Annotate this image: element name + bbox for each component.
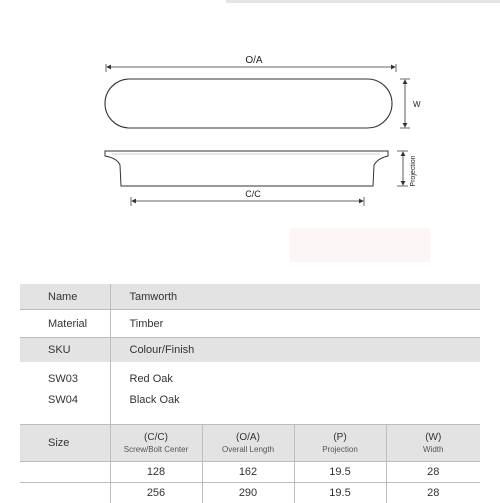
cell-w: 28 bbox=[386, 462, 480, 483]
sku-header-row bbox=[20, 338, 480, 363]
cell-p: 19.5 bbox=[294, 483, 386, 503]
column-desc: Screw/Bolt Center bbox=[111, 444, 202, 455]
oa-label: O/A bbox=[245, 55, 263, 66]
cell-cc: 256 bbox=[110, 483, 202, 503]
column-header-w bbox=[386, 425, 480, 462]
column-header-cc bbox=[110, 425, 202, 462]
product-spec-table bbox=[20, 284, 480, 503]
spacer-row bbox=[20, 410, 480, 425]
variant-sku: SW04 bbox=[20, 389, 110, 410]
finish-label: Colour/Finish bbox=[110, 338, 480, 363]
cell-cc: 128 bbox=[110, 462, 202, 483]
variant-sku: SW03 bbox=[20, 362, 110, 389]
column-header-p bbox=[294, 425, 386, 462]
name-row bbox=[20, 284, 480, 310]
size-label: Size bbox=[20, 425, 110, 462]
cell-p: 19.5 bbox=[294, 462, 386, 483]
column-desc: Width bbox=[387, 444, 481, 455]
column-abbr: (O/A) bbox=[203, 431, 294, 444]
column-desc: Overall Length bbox=[203, 444, 294, 455]
material-value: Timber bbox=[110, 310, 480, 338]
w-label: W bbox=[413, 100, 421, 109]
variant-finish: Red Oak bbox=[110, 362, 480, 389]
column-abbr: (C/C) bbox=[111, 431, 202, 444]
projection-label: Projection bbox=[410, 155, 417, 186]
cell-w: 28 bbox=[386, 483, 480, 503]
handle-top-view bbox=[105, 79, 392, 128]
column-desc: Projection bbox=[295, 444, 386, 455]
name-value: Tamworth bbox=[110, 284, 480, 310]
variant-row bbox=[20, 389, 480, 410]
table-row bbox=[20, 462, 480, 483]
material-label: Material bbox=[20, 310, 110, 338]
cell-oa: 290 bbox=[202, 483, 294, 503]
column-abbr: (W) bbox=[387, 431, 481, 444]
name-label: Name bbox=[20, 284, 110, 310]
cell-oa: 162 bbox=[202, 462, 294, 483]
column-header-oa bbox=[202, 425, 294, 462]
column-abbr: (P) bbox=[295, 431, 386, 444]
sku-label: SKU bbox=[20, 338, 110, 363]
material-row bbox=[20, 310, 480, 338]
handle-side-view bbox=[105, 151, 388, 186]
size-header-row bbox=[20, 425, 480, 462]
variant-finish: Black Oak bbox=[110, 389, 480, 410]
variant-row bbox=[20, 362, 480, 389]
cc-label: C/C bbox=[245, 189, 261, 199]
